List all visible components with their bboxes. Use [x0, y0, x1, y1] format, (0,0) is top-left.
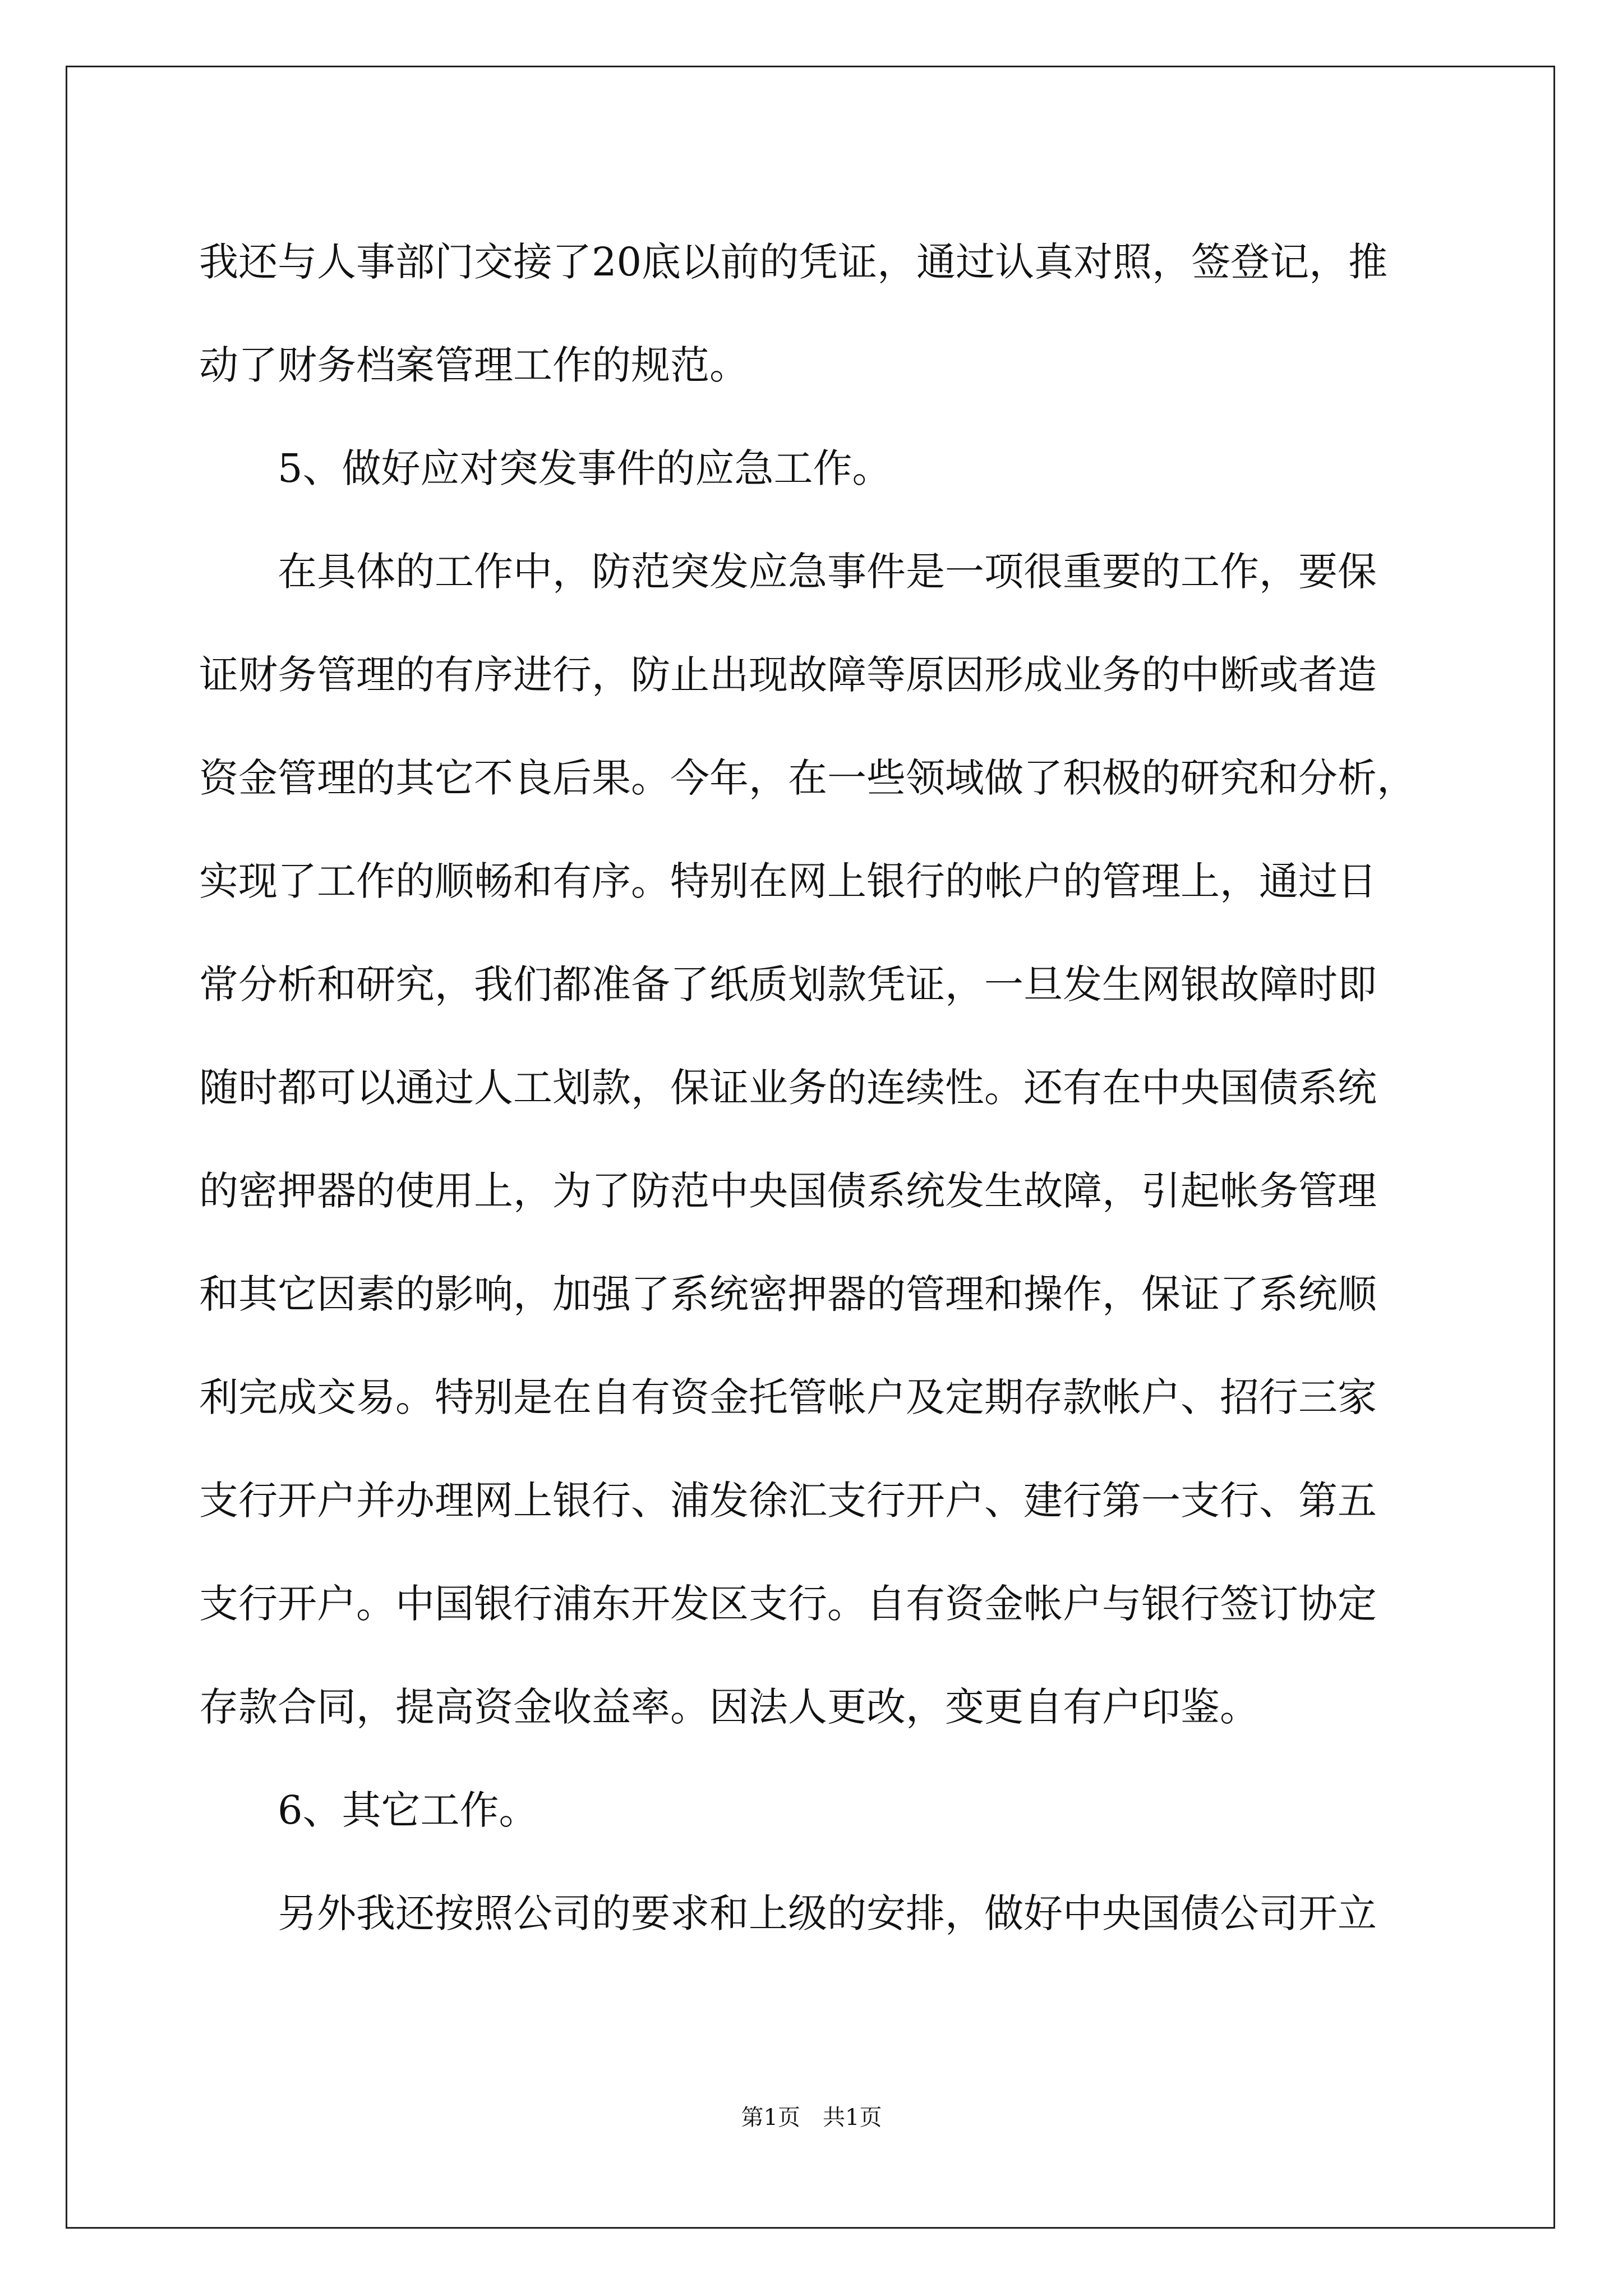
- section-heading: 6、其它工作。: [278, 1787, 538, 1833]
- text-line: 我还与人事部门交接了20底以前的凭证，通过认真对照，签登记，推: [199, 239, 1388, 285]
- text-line: 随时都可以通过人工划款，保证业务的连续性。还有在中央国债系统: [199, 1065, 1377, 1111]
- text-line: 和其它因素的影响，加强了系统密押器的管理和操作，保证了系统顺: [199, 1271, 1377, 1317]
- text-line: 动了财务档案管理工作的规范。: [199, 342, 749, 388]
- text-line: 存款合同，提高资金收益率。因法人更改，变更自有户印鉴。: [199, 1684, 1259, 1730]
- section-heading: 5、做好应对突发事件的应急工作。: [278, 445, 892, 491]
- text-line: 支行开户并办理网上银行、浦发徐汇支行开户、建行第一支行、第五: [199, 1478, 1377, 1524]
- text-line: 另外我还按照公司的要求和上级的安排，做好中央国债公司开立: [278, 1890, 1377, 1936]
- text-line: 常分析和研究，我们都准备了纸质划款凭证，一旦发生网银故障时即: [199, 961, 1377, 1007]
- text-line: 的密押器的使用上，为了防范中央国债系统发生故障，引起帐务管理: [199, 1168, 1377, 1214]
- text-line: 证财务管理的有序进行，防止出现故障等原因形成业务的中断或者造: [199, 652, 1377, 698]
- text-line: 利完成交易。特别是在自有资金托管帐户及定期存款帐户、招行三家: [199, 1374, 1377, 1420]
- text-line: 支行开户。中国银行浦东开发区支行。自有资金帐户与银行签订协定: [199, 1581, 1377, 1627]
- document-body: [199, 210, 1472, 1965]
- page-number-footer: 第1页 共1页: [741, 2105, 882, 2131]
- text-line: 实现了工作的顺畅和有序。特别在网上银行的帐户的管理上，通过日: [199, 858, 1377, 904]
- text-line: 资金管理的其它不良后果。今年，在一些领域做了积极的研究和分析，: [199, 755, 1416, 801]
- text-line: 在具体的工作中，防范突发应急事件是一项很重要的工作，要保: [278, 549, 1377, 595]
